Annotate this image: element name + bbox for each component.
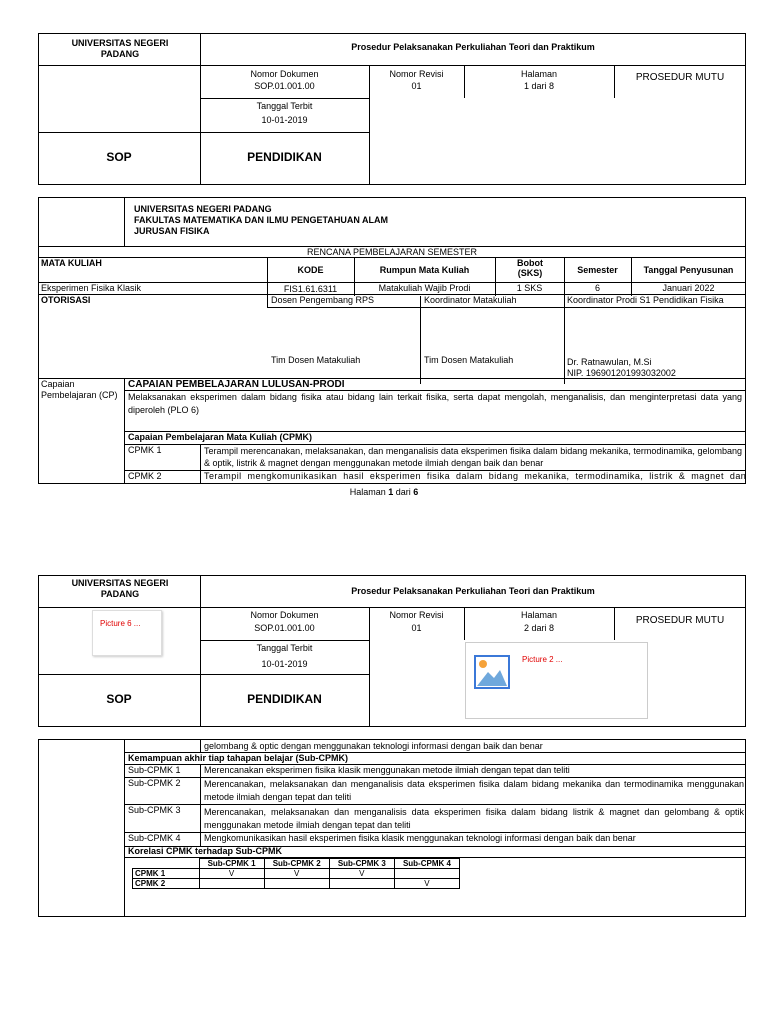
col-bobot: Bobot (SKS) bbox=[517, 258, 543, 278]
cell-2-2 bbox=[264, 879, 329, 889]
institution-line-3: JURUSAN FISIKA bbox=[134, 226, 210, 236]
sub3-label: Sub-CPMK 3 bbox=[128, 805, 181, 815]
sop-title-2: Prosedur Pelaksanakan Perkuliahan Teori dan Praktikum bbox=[351, 586, 595, 596]
check-1-2: V bbox=[264, 869, 329, 879]
rev-value-2: 01 bbox=[411, 623, 422, 633]
sub4-text: Mengkomunikasikan hasil eksperimen fisika klasik menggunakan teknologi informasi dengan baik dan benar bbox=[204, 833, 636, 843]
cpmk1-text: Terampil merencanakan, melaksanakan, dan menganalisis data eksperimen fisika dalam bidang mekanika, termodinamika, gelombang & optik, listrik & magnet dengan menggunakan metode ilmiah dengan baik dan benar bbox=[204, 446, 742, 468]
rps-title: RENCANA PEMBELAJARAN SEMESTER bbox=[306, 247, 478, 257]
picture-6-label: Picture 6 ... bbox=[100, 619, 141, 628]
col-semester: Semester bbox=[577, 265, 618, 275]
prodi-label: Koordinator Prodi S1 Pendidikan Fisika bbox=[567, 295, 724, 305]
cpmk-title: Capaian Pembelajaran Mata Kuliah (CPMK) bbox=[128, 432, 313, 442]
koord-label: Koordinator Matakuliah bbox=[424, 295, 517, 305]
korelasi-table bbox=[132, 858, 460, 889]
cpmk2-text: Terampil mengkomunikasikan hasil eksperimen fisika dalam bidang mekanika, termodinamika, listrik & magnet dan bbox=[204, 471, 746, 481]
image-icon bbox=[474, 655, 510, 689]
sub-cpmk-title: Kemampuan akhir tiap tahapan belajar (Sub-CPMK) bbox=[128, 753, 349, 763]
korelasi-head-4: Sub-CPMK 4 bbox=[394, 859, 459, 869]
picture-2-label: Picture 2 ... bbox=[522, 655, 563, 664]
course-name: Eksperimen Fisika Klasik bbox=[41, 283, 142, 293]
cp-label: Capaian Pembelajaran (CP) bbox=[41, 379, 118, 400]
sub1-text: Merencanakan eksperimen fisika klasik menggunakan metode ilmiah dengan tepat dan teliti bbox=[204, 765, 570, 775]
footer-prefix: Halaman bbox=[349, 487, 389, 497]
edu-label: PENDIDIKAN bbox=[247, 150, 322, 164]
quality-label: PROSEDUR MUTU bbox=[635, 72, 725, 83]
check-1-3: V bbox=[329, 869, 394, 879]
prodi-name: Dr. Ratnawulan, M.Si bbox=[567, 357, 652, 367]
koord-name: Tim Dosen Matakuliah bbox=[424, 355, 514, 365]
page-value: 1 dari 8 bbox=[523, 81, 555, 91]
footer-total: 6 bbox=[413, 487, 419, 497]
rev-value: 01 bbox=[411, 81, 422, 91]
sop-label-2: SOP bbox=[106, 692, 132, 706]
university-name-2: UNIVERSITAS NEGERI PADANG bbox=[71, 578, 169, 599]
page-label-2: Halaman bbox=[520, 610, 558, 620]
picture-6-placeholder[interactable] bbox=[92, 610, 162, 656]
institution-line-1: UNIVERSITAS NEGERI PADANG bbox=[134, 204, 272, 214]
course-semester: 6 bbox=[594, 283, 600, 293]
korelasi-corner bbox=[133, 859, 200, 869]
cpl-title: CAPAIAN PEMBELAJARAN LULUSAN-PRODI bbox=[128, 379, 345, 390]
sop-label: SOP bbox=[106, 150, 132, 164]
issue-date-2: 10-01-2019 bbox=[261, 659, 308, 669]
doc-no-label-2: Nomor Dokumen bbox=[250, 610, 319, 620]
cpmk2-continued: gelombang & optic dengan menggunakan teknologi informasi dengan baik dan benar bbox=[204, 741, 543, 751]
issue-date: 10-01-2019 bbox=[261, 115, 308, 125]
rev-label: Nomor Revisi bbox=[389, 69, 444, 79]
col-tanggal: Tanggal Penyusunan bbox=[643, 265, 734, 275]
university-name: UNIVERSITAS NEGERI PADANG bbox=[71, 38, 169, 59]
korelasi-head-3: Sub-CPMK 3 bbox=[329, 859, 394, 869]
sub4-label: Sub-CPMK 4 bbox=[128, 833, 181, 843]
korelasi-row-2 bbox=[133, 879, 460, 889]
korelasi-head-2: Sub-CPMK 2 bbox=[264, 859, 329, 869]
korelasi-header-row bbox=[133, 859, 460, 869]
page-label: Halaman bbox=[520, 69, 558, 79]
footer-mid: dari bbox=[393, 487, 414, 497]
dosen-label: Dosen Pengembang RPS bbox=[271, 295, 375, 305]
col-kode: KODE bbox=[297, 265, 324, 275]
korelasi-row-1 bbox=[133, 869, 460, 879]
doc-no-label: Nomor Dokumen bbox=[250, 69, 319, 79]
course-credit: 1 SKS bbox=[516, 283, 543, 293]
rev-label-2: Nomor Revisi bbox=[389, 610, 444, 620]
issue-label: Tanggal Terbit bbox=[256, 101, 313, 111]
korelasi-title: Korelasi CPMK terhadap Sub-CPMK bbox=[128, 846, 283, 856]
check-1-1: V bbox=[199, 869, 264, 879]
footer-num: 1 bbox=[388, 487, 394, 497]
doc-no: SOP.01.001.00 bbox=[254, 81, 315, 91]
sop-title: Prosedur Pelaksanakan Perkuliahan Teori dan Praktikum bbox=[351, 42, 595, 52]
page-value-2: 2 dari 8 bbox=[523, 623, 555, 633]
doc-no-2: SOP.01.001.00 bbox=[254, 623, 315, 633]
sub2-text: Merencanakan, melaksanakan dan menganalisis data eksperimen fisika dalam bidang mekanika dan termodinamika menggunakan metode ilmiah dengan tepat dan teliti bbox=[204, 779, 744, 802]
cpmk1-label: CPMK 1 bbox=[128, 445, 162, 455]
cell-1-4 bbox=[394, 869, 459, 879]
korelasi-head-1: Sub-CPMK 1 bbox=[199, 859, 264, 869]
course-code: FIS1.61.6311 bbox=[283, 284, 338, 294]
check-2-4: V bbox=[394, 879, 459, 889]
issue-label-2: Tanggal Terbit bbox=[256, 643, 313, 653]
sub1-label: Sub-CPMK 1 bbox=[128, 765, 181, 775]
edu-label-2: PENDIDIKAN bbox=[247, 692, 322, 706]
cell-2-1 bbox=[199, 879, 264, 889]
sub2-label: Sub-CPMK 2 bbox=[128, 778, 181, 788]
dosen-name: Tim Dosen Matakuliah bbox=[271, 355, 361, 365]
prodi-nip: NIP. 196901201993032002 bbox=[567, 368, 676, 378]
korelasi-row-2-label: CPMK 2 bbox=[133, 879, 200, 889]
course-group: Matakuliah Wajib Prodi bbox=[378, 283, 471, 293]
institution-line-2: FAKULTAS MATEMATIKA DAN ILMU PENGETAHUAN ALAM bbox=[134, 215, 388, 225]
korelasi-row-1-label: CPMK 1 bbox=[133, 869, 200, 879]
cpmk2-label: CPMK 2 bbox=[128, 471, 162, 481]
picture-2-placeholder[interactable] bbox=[465, 642, 648, 719]
otorisasi-label: OTORISASI bbox=[41, 295, 91, 305]
page-footer bbox=[0, 487, 768, 498]
sub3-text: Merencanakan, melaksanakan dan menganalisis data eksperimen fisika dalam bidang listrik & magnet dan gelombang & optik menggunakan metode ilmiah dengan tepat dan teliti bbox=[204, 807, 744, 830]
course-date: Januari 2022 bbox=[662, 283, 715, 293]
cpl-text: Melaksanakan eksperimen dalam bidang fisika atau bidang lain terkait fisika, serta dapat mengolah, menganalisis, dan menginterpretasi data yang diperoleh (PLO 6) bbox=[128, 392, 742, 415]
col-rumpun: Rumpun Mata Kuliah bbox=[379, 265, 470, 275]
cell-2-3 bbox=[329, 879, 394, 889]
quality-label-2: PROSEDUR MUTU bbox=[635, 615, 725, 626]
col-mata-kuliah: MATA KULIAH bbox=[41, 258, 102, 268]
